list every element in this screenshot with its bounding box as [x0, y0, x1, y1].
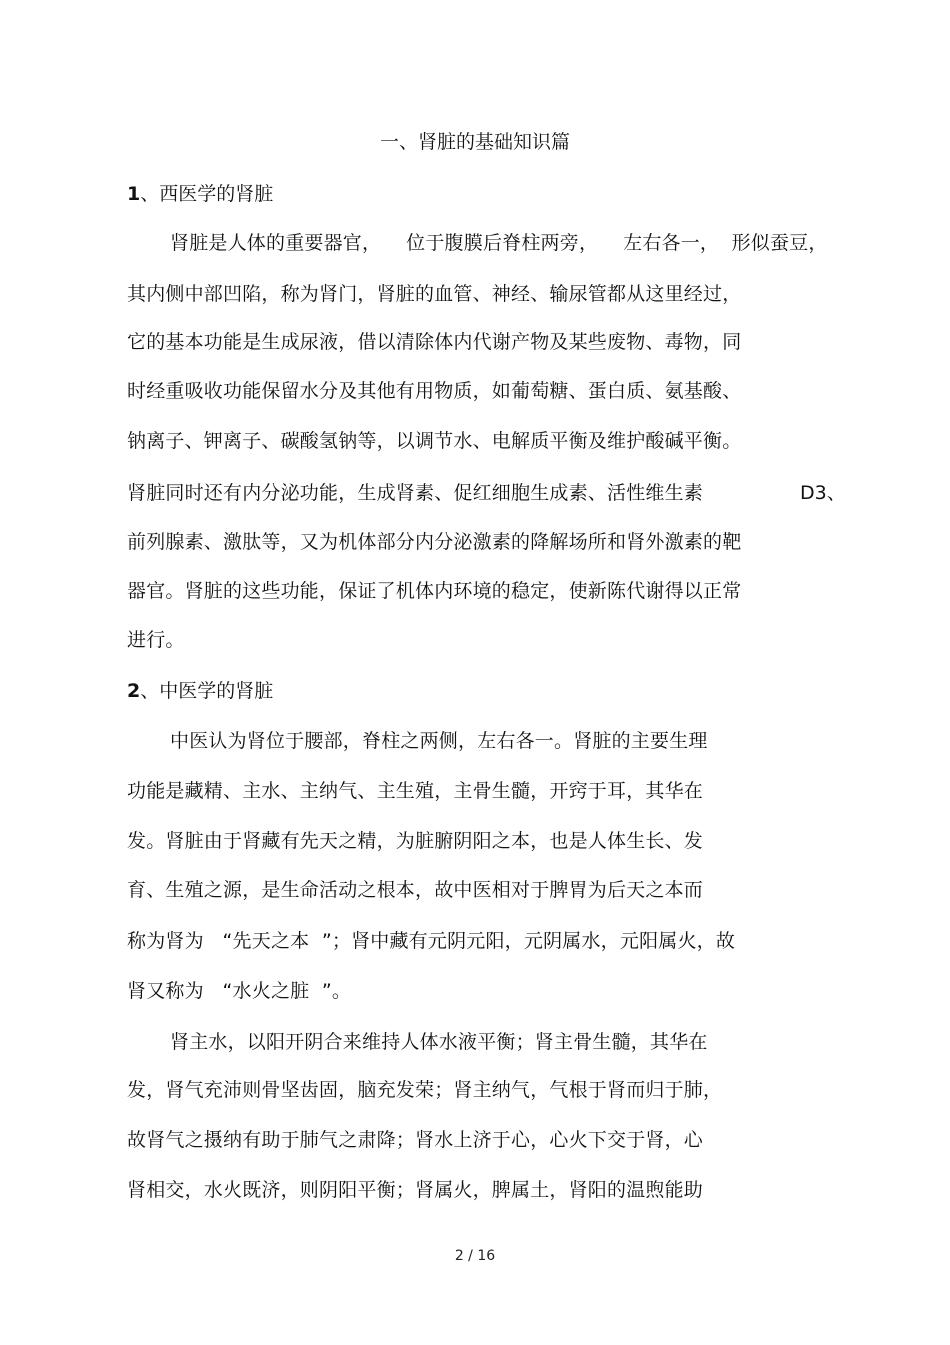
- page-title: 一、肾脏的基础知识篇: [379, 131, 570, 153]
- section1-line-4: 时经重吸收功能保留水分及其他有用物质，如葡萄糖、蛋白质、氨基酸、: [127, 380, 742, 402]
- section2-heading-text: 、中医学的肾脏: [140, 680, 274, 702]
- section1-d3: D3、: [800, 482, 846, 504]
- section2-p1-line-5: 称为肾为 “先天之本 ”；肾中藏有元阴元阳，元阴属水，元阳属火，故: [127, 930, 736, 952]
- section2-heading: [127, 679, 273, 703]
- section1-line-7: 前列腺素、激肽等，又为机体部分内分泌激素的降解场所和肾外激素的靶: [127, 531, 742, 553]
- section1-line-2: 其内侧中部凹陷，称为肾门，肾脏的血管、神经、输尿管都从这里经过，: [127, 283, 742, 305]
- section2-p1-line-6: 肾又称为 “水火之脏 ”。: [127, 980, 352, 1002]
- section2-p2-line-4: 肾相交，水火既济，则阴阳平衡；肾属火，脾属土，肾阳的温煦能助: [127, 1179, 704, 1201]
- section2-p2-line-1: 肾主水，以阳开阴合来维持人体水液平衡；肾主骨生髓，其华在: [170, 1031, 708, 1053]
- page-number: 2 / 16: [454, 1248, 496, 1264]
- section2-p1-line-1: 中医认为肾位于腰部，脊柱之两侧，左右各一。肾脏的主要生理: [170, 730, 708, 752]
- section1-heading-text: 、西医学的肾脏: [140, 183, 274, 205]
- section1-line-5: 钠离子、钾离子、碳酸氢钠等，以调节水、电解质平衡及维护酸碱平衡。: [127, 430, 742, 452]
- section2-p2-line-2: 发，肾气充沛则骨坚齿固，脑充发荣；肾主纳气，气根于肾而归于肺，: [127, 1079, 723, 1101]
- section1-line-1: 肾脏是人体的重要器官， 位于腹膜后脊柱两旁， 左右各一， 形似蚕豆，: [170, 232, 828, 254]
- section2-p1-line-3: 发。肾脏由于肾藏有先天之精，为脏腑阴阳之本，也是人体生长、发: [127, 830, 704, 852]
- section1-line-3: 它的基本功能是生成尿液，借以清除体内代谢产物及某些废物、毒物，同: [127, 331, 742, 353]
- section1-heading: [127, 182, 273, 206]
- section1-line-8: 器官。肾脏的这些功能，保证了机体内环境的稳定，使新陈代谢得以正常: [127, 580, 742, 602]
- section1-line-6: 肾脏同时还有内分泌功能，生成肾素、促红细胞生成素、活性维生素: [127, 482, 704, 504]
- section2-p1-line-4: 育、生殖之源，是生命活动之根本，故中医相对于脾胃为后天之本而: [127, 879, 704, 901]
- section2-p1-line-2: 功能是藏精、主水、主纳气、主生殖，主骨生髓，开窍于耳，其华在: [127, 780, 704, 802]
- section1-line-9: 进行。: [127, 629, 185, 651]
- section2-number: 2: [127, 680, 141, 702]
- section1-number: 1: [127, 183, 141, 205]
- section2-p2-line-3: 故肾气之摄纳有助于肺气之肃降；肾水上济于心，心火下交于肾，心: [127, 1129, 704, 1151]
